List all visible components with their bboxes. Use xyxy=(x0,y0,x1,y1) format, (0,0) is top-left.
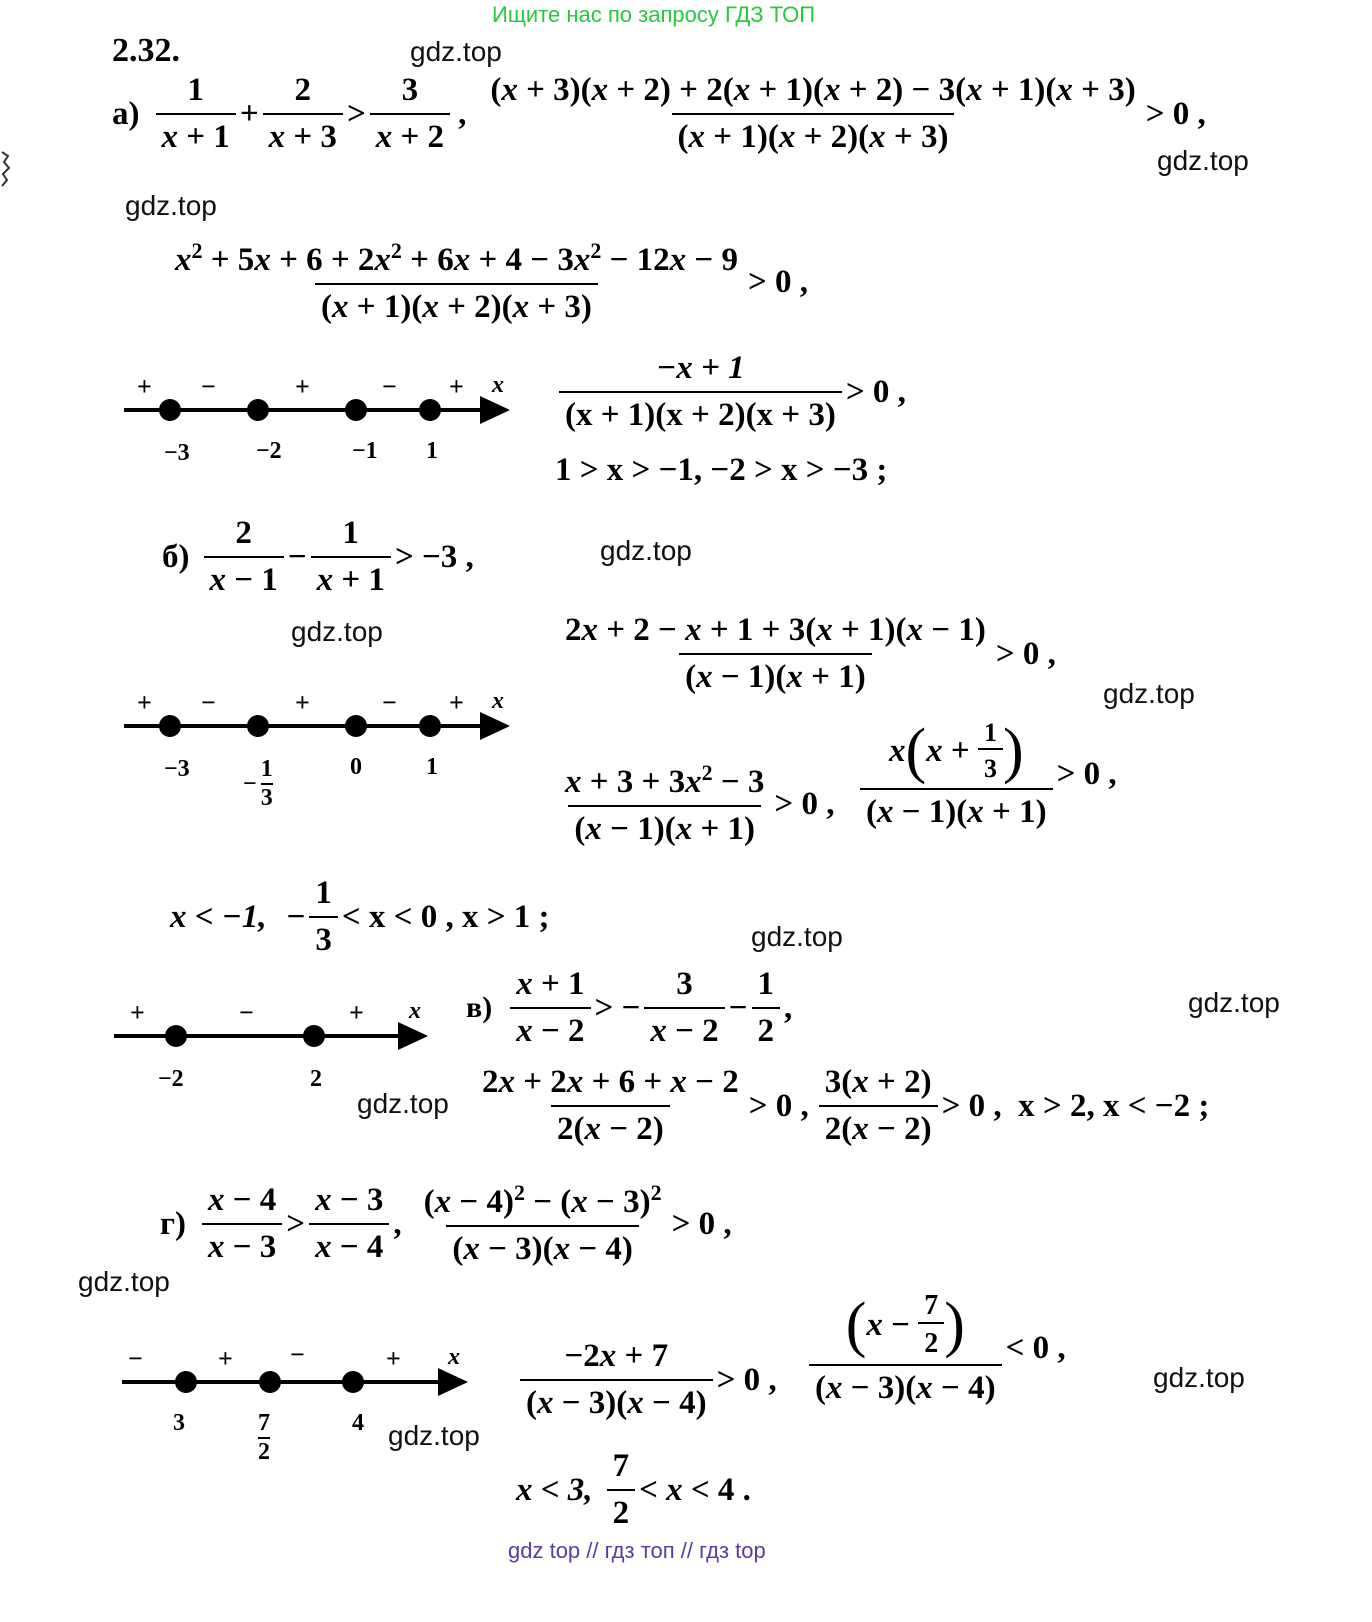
sign-label: − xyxy=(290,1340,305,1369)
sign-label: + xyxy=(137,688,152,717)
part-g-line2b: ( x − $\frac{7}{2}$ ) (x − 3)(x − 4) < 0 , xyxy=(805,1290,1066,1407)
fraction: $\frac{7}{2}$ xyxy=(607,1448,636,1532)
watermark: gdz.top xyxy=(751,921,843,952)
sign-label: + xyxy=(295,688,310,717)
fraction: ( x − $\frac{7}{2}$ ) (x − 3)(x − 4) xyxy=(809,1290,1002,1407)
part-g-label: г) xyxy=(160,1205,186,1242)
part-b-line1: б) $\frac{2}{x - 1}$ − $\frac{1}{x + 1}$ > −3 , xyxy=(162,515,474,598)
part-b-line2: $\frac{2x + 2 - x + 1 + 3(x + 1)(x - 1)}{(x - 1)(x + 1)}$ > 0 , xyxy=(555,612,1056,696)
part-v-answer: x > 2, x < −2 ; xyxy=(1018,1087,1210,1124)
part-v-line1: в) $\frac{x + 1}{x - 2}$ > − $\frac{3}{x - 2}$ − $\frac{1}{2}$ , xyxy=(466,966,793,1049)
point-label: −1 xyxy=(352,438,378,464)
sign-label: − xyxy=(201,372,216,401)
sign-label: − xyxy=(128,1344,143,1373)
part-a-label: а) xyxy=(112,95,140,132)
top-banner: Ищите нас по запросу ГДЗ ТОП xyxy=(492,2,816,27)
part-b-answer: x < −1, − $\frac{1}{3}$ < x < 0 , x > 1 ; xyxy=(170,875,550,958)
watermark: gdz.top xyxy=(78,1266,170,1297)
part-a-line1: а) $\frac{1}{x + 1}$ + $\frac{2}{x + 3}$ > $\frac{3}{x + 2}$ , $\frac{(x + 3)(x + 2) + 2(x + 1)(x + 2) - 3(x + 1)(x + 3)}{(x + 1)(x + 2)(x + 3)}$ > 0 , xyxy=(112,72,1206,155)
axis-label: x xyxy=(409,998,421,1024)
fraction: $\frac{-x + 1}{(x + 1)(x + 2)(x + 3)}$ xyxy=(559,350,842,434)
point-label: 0 xyxy=(350,754,362,780)
part-a-line3: $\frac{-x + 1}{(x + 1)(x + 2)(x + 3)}$ > 0 , xyxy=(555,350,906,434)
point-label: 1 xyxy=(426,438,438,464)
fraction: $\frac{x - 3}{x - 4}$ xyxy=(309,1182,389,1266)
scan-speck xyxy=(0,150,14,188)
watermark: gdz.top xyxy=(1103,678,1195,709)
fraction: $\frac{-2x + 7}{(x - 3)(x - 4)}$ xyxy=(520,1338,713,1422)
part-a-line2: $\frac{x^2 + 5x + 6 + 2x^2 + 6x + 4 - 3x^2 - 12x - 9}{(x + 1)(x + 2)(x + 3)}$ > 0 , xyxy=(165,238,808,326)
watermark: gdz.top xyxy=(1153,1362,1245,1393)
fraction: $\frac{2}{x - 1}$ xyxy=(204,515,284,599)
part-b-line3b: x ( x + $\frac{1}{3}$ ) (x − 1)(x + 1) > 0 , xyxy=(856,718,1117,831)
point-label-fraction: $\frac{7}{2}$ xyxy=(258,1410,270,1465)
watermark: gdz.top xyxy=(291,616,383,647)
fraction: $\frac{3}{x - 2}$ xyxy=(644,966,724,1050)
sign-label: + xyxy=(137,372,152,401)
sign-label: + xyxy=(130,998,145,1027)
sign-label: + xyxy=(449,372,464,401)
part-g-answer: x < 3, $\frac{7}{2}$ < x < 4 . xyxy=(516,1448,751,1531)
sign-label: − xyxy=(382,372,397,401)
fraction: $\frac{x + 1}{x - 2}$ xyxy=(510,966,590,1050)
fraction: $\frac{3}{x + 2}$ xyxy=(370,72,450,156)
part-b-line3: $\frac{x + 3 + 3x^2 - 3}{(x - 1)(x + 1)}$ > 0 , xyxy=(555,760,834,848)
fraction: $\frac{(x + 3)(x + 2) + 2(x + 1)(x + 2) - 3(x + 1)(x + 3)}{(x + 1)(x + 2)(x + 3)}$ xyxy=(490,72,1136,155)
point-label: −2 xyxy=(256,438,282,464)
sign-label: − xyxy=(382,688,397,717)
sign-label: − xyxy=(201,688,216,717)
fraction: $\frac{1}{x + 1}$ xyxy=(156,72,236,156)
point-label: 2 xyxy=(310,1066,322,1092)
fraction: $\frac{x + 3 + 3x^2 - 3}{(x - 1)(x + 1)}$ xyxy=(565,760,765,847)
part-g-line2: $\frac{-2x + 7}{(x - 3)(x - 4)}$ > 0 , xyxy=(516,1338,777,1422)
fraction: $\frac{2}{x + 3}$ xyxy=(263,72,343,156)
axis-label: x xyxy=(492,688,504,714)
sign-label: + xyxy=(295,372,310,401)
point-label: −3 xyxy=(164,440,190,466)
fraction: $\frac{1}{2}$ xyxy=(752,966,781,1050)
fraction: $\frac{1}{x + 1}$ xyxy=(311,515,391,599)
bottom-banner: gdz top // гдз топ // гдз top xyxy=(508,1538,766,1563)
watermark: gdz.top xyxy=(600,535,692,566)
part-a-answer: 1 > x > −1, −2 > x > −3 ; xyxy=(555,452,888,488)
sign-label: + xyxy=(218,1344,233,1373)
fraction: $\frac{2x + 2 - x + 1 + 3(x + 1)(x - 1)}{(x - 1)(x + 1)}$ xyxy=(565,612,986,695)
part-v-line2: $\frac{2x + 2x + 6 + x - 2}{2(x - 2)}$ > 0 , $\frac{3(x + 2)}{2(x - 2)}$ > 0 , x > 2, x < −2 ; xyxy=(472,1064,1209,1148)
point-label: −3 xyxy=(164,756,190,782)
fraction: $\frac{x^2 + 5x + 6 + 2x^2 + 6x + 4 - 3x^2 - 12x - 9}{(x + 1)(x + 2)(x + 3)}$ xyxy=(175,238,738,325)
watermark: gdz.top xyxy=(357,1088,449,1119)
fraction: $\frac{(x - 4)^2 - (x - 3)^2}{(x - 3)(x - 4)}$ xyxy=(423,1180,662,1267)
sign-label: + xyxy=(449,688,464,717)
watermark: gdz.top xyxy=(125,190,217,221)
point-label: −2 xyxy=(158,1066,184,1092)
fraction: x ( x + $\frac{1}{3}$ ) (x − 1)(x + 1) xyxy=(860,718,1053,831)
sign-label: − xyxy=(239,998,254,1027)
part-a-eq1-rhs: > 0 , xyxy=(1145,95,1206,132)
part-v-label: в) xyxy=(466,991,493,1024)
point-label: 3 xyxy=(173,1410,185,1436)
axis-label: x xyxy=(492,372,504,398)
sign-label: + xyxy=(349,998,364,1027)
axis-label: x xyxy=(448,1344,460,1370)
part-b-label: б) xyxy=(162,538,190,575)
point-label: 1 xyxy=(426,754,438,780)
watermark: gdz.top xyxy=(1157,145,1249,176)
point-label-fraction: − $\frac{1}{3}$ xyxy=(243,756,273,811)
watermark: gdz.top xyxy=(410,36,502,67)
fraction: $\frac{3(x + 2)}{2(x - 2)}$ xyxy=(819,1064,938,1148)
sign-label: + xyxy=(386,1344,401,1373)
part-g-line1: г) $\frac{x - 4}{x - 3}$ > $\frac{x - 3}{x - 4}$ , $\frac{(x - 4)^2 - (x - 3)^2}{(x - 3)(x - 4)}$ > 0 , xyxy=(160,1180,732,1267)
fraction: $\frac{x - 4}{x - 3}$ xyxy=(202,1182,282,1266)
watermark: gdz.top xyxy=(388,1420,480,1451)
problem-number: 2.32. xyxy=(112,32,180,69)
number-line-v xyxy=(108,996,438,1076)
watermark: gdz.top xyxy=(1188,987,1280,1018)
fraction: $\frac{2x + 2x + 6 + x - 2}{2(x - 2)}$ xyxy=(482,1064,739,1147)
fraction: $\frac{1}{3}$ xyxy=(309,875,338,959)
point-label: 4 xyxy=(352,1410,364,1436)
